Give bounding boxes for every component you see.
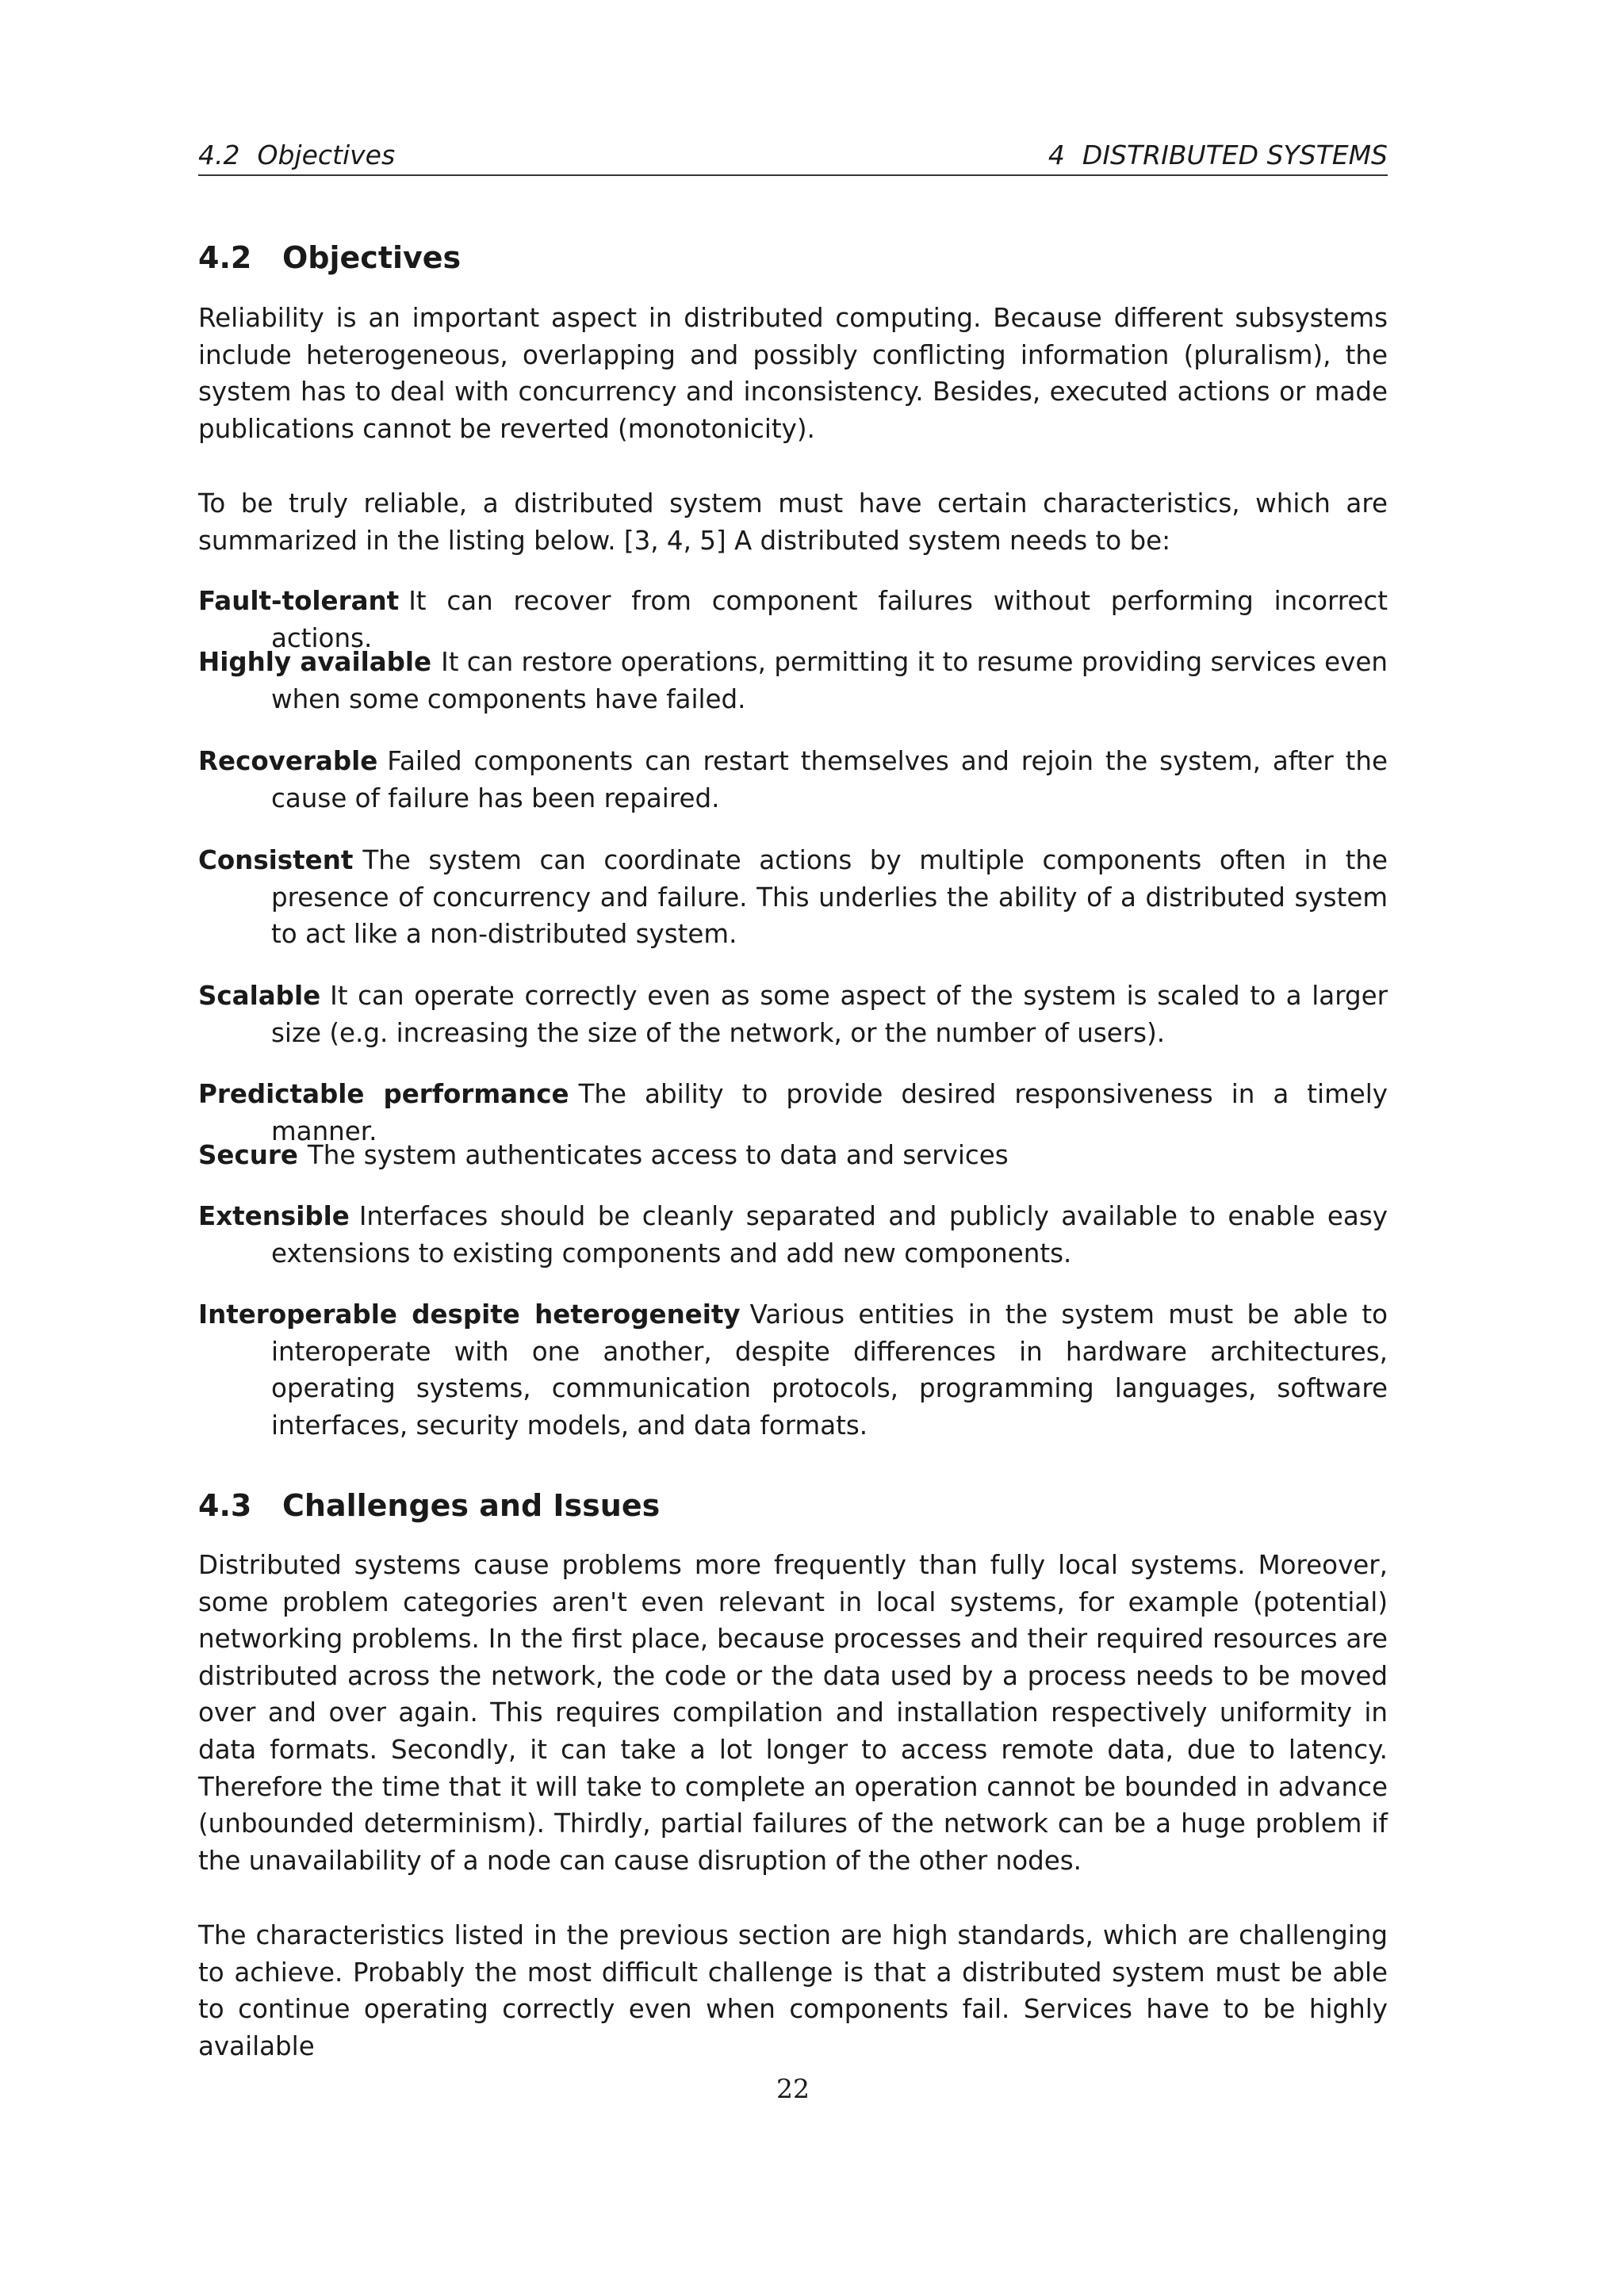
header-section-number: 4.2 [198, 140, 240, 170]
document-page [198, 0, 1388, 2296]
desc-term: Secure [198, 1140, 298, 1170]
desc-text: The system can coordinate actions by multiple components often in the presence of concurrency and failure. This underlies the ability of a distributed system to act like a non-distributed system. [271, 845, 1388, 950]
desc-text: It can recover from component failures without performing incorrect actions. [271, 586, 1388, 653]
page-number: 22 [776, 2073, 810, 2104]
desc-item-recoverable [198, 743, 1388, 817]
section-title: Objectives [282, 240, 462, 275]
desc-text: Failed components can restart themselves and rejoin the system, after the cause of failure has been repaired. [271, 746, 1388, 813]
desc-term: Scalable [198, 981, 321, 1011]
header-chapter-title: DISTRIBUTED SYSTEMS [1082, 140, 1388, 170]
desc-item-extensible [198, 1198, 1388, 1272]
section-title: Challenges and Issues [282, 1488, 661, 1523]
challenges-paragraph-1: Distributed systems cause problems more frequently than fully local systems. Moreover, some problem categories aren't even relevant in local systems, for example (potential) networking problems. In the first place, because processes and their required resources are distributed across the network, the code or the data used by a process needs to be moved over and over again. This requires compilation and installation respectively uniformity in data formats. Secondly, it can take a lot longer to access remote data, due to latency. Therefore the time that it will take to complete an operation cannot be bounded in advance (unbounded determinism). Thirdly, partial failures of the network can be a huge problem if the unavailability of a node can cause disruption of the other nodes. [198, 1550, 1388, 1876]
desc-text: Various entities in the system must be able to interoperate with one another, despite differences in hardware architectures, operating systems, communication protocols, programming languages, software interfaces, security models, and data formats. [271, 1299, 1388, 1441]
desc-term: Extensible [198, 1201, 350, 1231]
desc-term: Recoverable [198, 746, 378, 776]
desc-item-scalable [198, 978, 1388, 1051]
desc-term: Predictable performance [198, 1079, 569, 1109]
header-section-title: Objectives [257, 140, 396, 170]
header-section-ref [198, 136, 395, 174]
desc-item-interoperable [198, 1296, 1388, 1444]
section-number: 4.2 [198, 240, 252, 275]
desc-term: Fault-tolerant [198, 586, 400, 616]
section-heading-objectives [198, 238, 461, 277]
desc-item-secure [198, 1137, 1388, 1174]
desc-term: Highly available [198, 647, 432, 677]
desc-text: The ability to provide desired responsiveness in a timely manner. [271, 1079, 1388, 1146]
header-chapter-number: 4 [1048, 140, 1065, 170]
section-heading-challenges [198, 1486, 660, 1525]
desc-text: Interfaces should be cleanly separated and publicly available to enable easy extensions to existing components and add new components. [271, 1201, 1388, 1269]
desc-item-highly-available [198, 644, 1388, 718]
running-header [198, 136, 1388, 176]
desc-text: It can restore operations, permitting it to resume providing services even when some components have failed. [271, 647, 1388, 714]
objectives-paragraph-2: To be truly reliable, a distributed system must have certain characteristics, which are summarized in the listing below. [3, 4, 5] A distributed system needs to be: [198, 488, 1388, 556]
section-number: 4.3 [198, 1488, 252, 1523]
desc-term: Consistent [198, 845, 354, 875]
header-chapter-ref [1048, 136, 1388, 174]
objectives-paragraph-1: Reliability is an important aspect in distributed computing. Because different subsystems include heterogeneous, overlapping and possibly conflicting information (pluralism), the system has to deal with concurrency and inconsistency. Besides, executed actions or made publications cannot be reverted (monotonicity). [198, 303, 1388, 444]
desc-item-consistent [198, 842, 1388, 953]
desc-text: It can operate correctly even as some aspect of the system is scaled to a larger size (e.g. increasing the size of the network, or the number of users). [271, 981, 1388, 1048]
desc-text: The system authenticates access to data and services [307, 1140, 1009, 1170]
challenges-paragraph-2: The characteristics listed in the previous section are high standards, which are challenging to achieve. Probably the most difficult challenge is that a distributed system must be able to continue operating correctly even when components fail. Services have to be highly available [198, 1920, 1388, 2061]
desc-term: Interoperable despite heterogeneity [198, 1299, 741, 1330]
